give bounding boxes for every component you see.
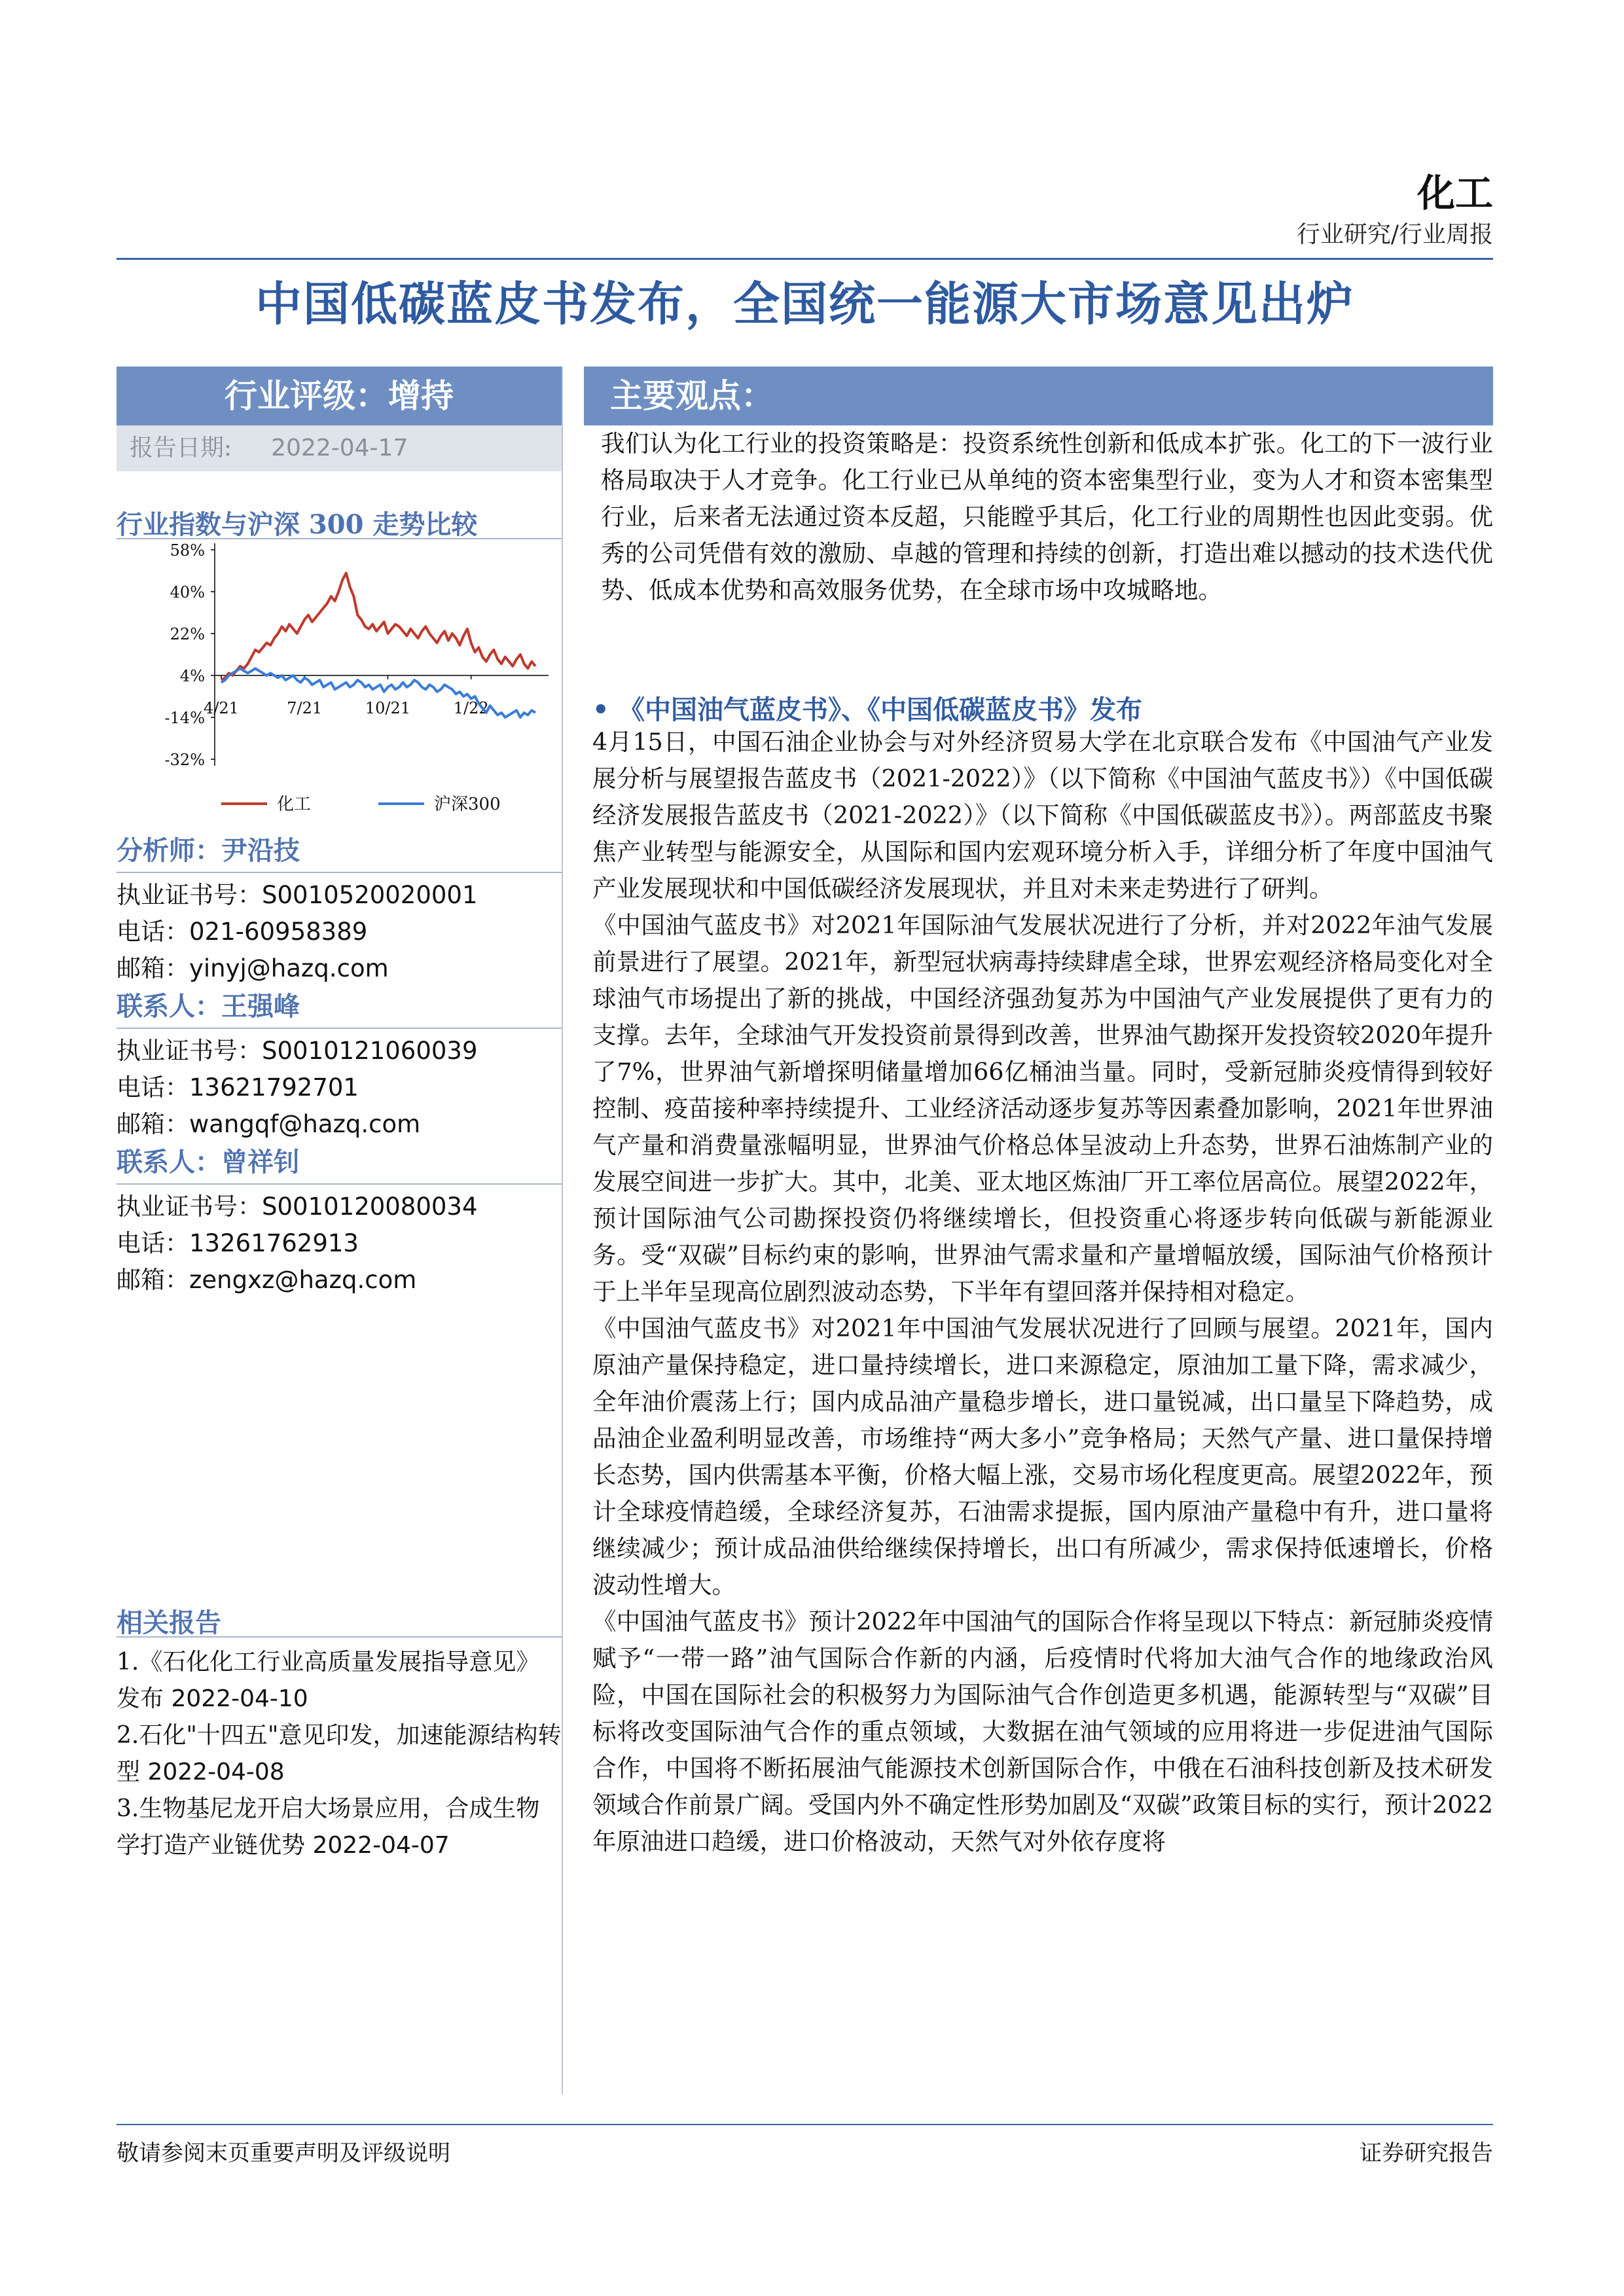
related-report-item[interactable] xyxy=(117,1644,562,1717)
x-tick-label: 10/21 xyxy=(365,699,411,717)
phone-number: 13261762913 xyxy=(189,1229,359,1257)
cert-label: 执业证书号： xyxy=(117,1193,262,1221)
rating-banner: 行业评级：增持 xyxy=(117,367,562,425)
cert-label: 执业证书号： xyxy=(117,1037,262,1065)
footer-disclaimer[interactable]: 敬请参阅末页重要声明及评级说明 xyxy=(117,2140,450,2166)
email-row xyxy=(117,1106,562,1143)
body-paragraph: 4月15日，中国石油企业协会与对外经济贸易大学在北京联合发布《中国油气产业发展分析与展望报告蓝皮书（2021-2022）》（以下简称《中国油气蓝皮书》）《中国低碳经济发展报告蓝皮书（2021-2022）》（以下简称《中国低碳蓝皮书》）。两部蓝皮书聚焦产业转型与能源安全，从国际和国内宏观环境分析入手，详细分析了年度中国油气产业发展现状和中国低碳经济发展现状，并且对未来走势进行了研判。 xyxy=(592,728,1493,903)
chart-series xyxy=(221,573,535,717)
header-divider xyxy=(117,258,1493,260)
cert-row xyxy=(117,877,562,914)
phone-row xyxy=(117,1069,562,1106)
x-tick-label: 7/21 xyxy=(287,699,323,717)
related-report-item[interactable] xyxy=(117,1717,562,1791)
analyst-heading: 分析师：尹沿技 xyxy=(117,835,300,866)
report-type: 行业研究/行业周报 xyxy=(1296,221,1493,248)
related-report-item[interactable] xyxy=(117,1791,562,1864)
analyst-rule xyxy=(117,1183,562,1185)
body-paragraph: 《中国油气蓝皮书》对2021年国际油气发展状况进行了分析，并对2022年油气发展前景进行了展望。2021年，新型冠状病毒持续肆虐全球，世界宏观经济格局变化对全球油气市场提出了新的挑战，中国经济强劲复苏为中国油气产业发展提供了更有力的支撑。去年，全球油气开发投资前景得到改善，世界油气勘探开发投资较2020年提升了7%，世界油气新增探明储量增加66亿桶油当量。同时，受新冠肺炎疫情得到较好控制、疫苗接种率持续提升、工业经济活动逐步复苏等因素叠加影响，2021年世界油气产量和消费量涨幅明显，世界油气价格总体呈波动上升态势，世界石油炼制产业的发展空间进一步扩大。其中，北美、亚太地区炼油厂开工率位居高位。展望2022年，预计国际油气公司勘探投资仍将继续增长，但投资重心将逐步转向低碳与新能源业务。受“双碳”目标约束的影响，世界油气需求量和产量增幅放缓，国际油气价格预计于上半年呈现高位剧烈波动态势，下半年有望回落并保持相对稳定。 xyxy=(592,911,1493,1306)
related-report-date: 2022-04-10 xyxy=(171,1685,308,1712)
column-divider xyxy=(562,367,563,2094)
report-date-value: 2022-04-17 xyxy=(271,435,408,461)
section-heading xyxy=(592,689,1493,726)
cert-number: S0010520020001 xyxy=(262,881,478,909)
related-report-date: 2022-04-07 xyxy=(312,1832,450,1859)
page-title: 中国低碳蓝皮书发布，全国统一能源大市场意见出炉 xyxy=(255,276,1354,331)
phone-label: 电话： xyxy=(117,1073,189,1102)
y-tick-label: -32% xyxy=(164,751,205,769)
x-tick-label: 4/21 xyxy=(204,699,239,717)
y-tick-label: -14% xyxy=(164,709,205,727)
email-row xyxy=(117,950,562,987)
cert-number: S0010120080034 xyxy=(262,1193,478,1221)
phone-number: 021-60958389 xyxy=(189,918,368,946)
report-date-label: 报告日期: xyxy=(130,435,232,461)
email-label: 邮箱： xyxy=(117,954,189,982)
y-tick-label: 4% xyxy=(179,667,205,685)
chart-title-rule xyxy=(117,538,562,539)
y-tick-label: 22% xyxy=(170,625,205,643)
phone-label: 电话： xyxy=(117,1229,189,1257)
phone-label: 电话： xyxy=(117,918,189,946)
body-paragraph: 《中国油气蓝皮书》对2021年中国油气发展状况进行了回顾与展望。2021年，国内原油产量保持稳定，进口量持续增长，进口来源稳定，原油加工量下降，需求减少，全年油价震荡上行；国内成品油产量稳步增长，进口量锐减，出口量呈下降趋势，成品油企业盈利明显改善，市场维持“两大多小”竞争格局；天然气产量、进口量保持增长态势，国内供需基本平衡，价格大幅上涨，交易市场化程度更高。展望2022年，预计全球疫情趋缓，全球经济复苏，石油需求提振，国内原油产量稳中有升，进口量将继续减少；预计成品油供给继续保持增长，出口有所减少，需求保持低速增长，价格波动性增大。 xyxy=(592,1314,1493,1599)
phone-row xyxy=(117,1225,562,1262)
cert-row xyxy=(117,1189,562,1225)
body-text xyxy=(592,724,1493,1860)
email-link[interactable]: wangqf@hazq.com xyxy=(189,1110,421,1138)
report-date-row xyxy=(117,425,562,471)
y-tick-label: 58% xyxy=(170,543,205,560)
y-tick-label: 40% xyxy=(170,583,205,601)
related-report-date: 2022-04-08 xyxy=(147,1759,285,1785)
phone-row xyxy=(117,914,562,950)
footer-label: 证券研究报告 xyxy=(1360,2140,1493,2166)
x-tick-label: 1/22 xyxy=(453,699,489,717)
analyst-heading: 联系人：曾祥钊 xyxy=(117,1147,300,1177)
cert-label: 执业证书号： xyxy=(117,881,262,909)
cert-number: S0010121060039 xyxy=(262,1037,478,1065)
analyst-block xyxy=(117,831,562,1299)
phone-number: 13621792701 xyxy=(189,1073,359,1102)
email-link[interactable]: zengxz@hazq.com xyxy=(189,1266,417,1294)
chart-title: 行业指数与沪深 300 走势比较 xyxy=(117,509,478,540)
related-reports-rule xyxy=(117,1636,562,1638)
email-link[interactable]: yinyj@hazq.com xyxy=(189,954,389,982)
email-label: 邮箱： xyxy=(117,1110,189,1138)
key-points-banner: 主要观点： xyxy=(584,367,1493,425)
y-axis-ticks xyxy=(165,543,215,769)
email-label: 邮箱： xyxy=(117,1266,189,1294)
bullet-icon: • xyxy=(592,694,609,725)
section-heading-text: 《中国油气蓝皮书》、《中国低碳蓝皮书》发布 xyxy=(619,694,1142,725)
legend-label: 沪深300 xyxy=(434,795,501,814)
intro-paragraph: 我们认为化工行业的投资策略是：投资系统性创新和低成本扩张。化工的下一波行业格局取决于人才竞争。化工行业已从单纯的资本密集型行业，变为人才和资本密集型行业，后来者无法通过资本反超，只能瞠乎其后，化工行业的周期性也因此变弱。优秀的公司凭借有效的激励、卓越的管理和持续的创新，打造出难以撼动的技术迭代优势、低成本优势和高效服务优势，在全球市场中攻城略地。 xyxy=(601,429,1493,604)
body-paragraph: 《中国油气蓝皮书》预计2022年中国油气的国际合作将呈现以下特点：新冠肺炎疫情赋予“一带一路”油气国际合作新的内涵，后疫情时代将加大油气合作的地缘政治风险，中国在国际社会的积极努力为国际油气合作创造更多机遇，能源转型与“双碳”目标将改变国际油气合作的重点领域，大数据在油气领域的应用将进一步促进油气国际合作，中国将不断拓展油气能源技术创新国际合作，中俄在石油科技创新及技术研发领域合作前景广阔。受国内外不确定性形势加剧及“双碳”政策目标的实行，预计2022年原油进口趋缓，进口价格波动，天然气对外依存度将 xyxy=(592,1607,1493,1856)
analyst-rule xyxy=(117,1028,562,1029)
analyst-rule xyxy=(117,872,562,873)
chart-legend xyxy=(221,795,501,814)
cert-row xyxy=(117,1033,562,1069)
related-report-title: 2.石化"十四五"意见印发，加速能源结构转型 xyxy=(117,1722,562,1785)
series-line-chemical xyxy=(221,573,535,681)
email-row xyxy=(117,1262,562,1299)
industry-label: 化工 xyxy=(1416,171,1493,215)
related-reports-list xyxy=(117,1644,562,1864)
related-report-title: 3.生物基尼龙开启大场景应用，合成生物学打造产业链优势 xyxy=(117,1795,540,1859)
related-reports-heading: 相关报告 xyxy=(117,1607,221,1638)
footer-divider xyxy=(117,2124,1493,2125)
legend-label: 化工 xyxy=(277,795,312,814)
related-report-title: 1.《石化化工行业高质量发展指导意见》发布 xyxy=(117,1649,540,1712)
analyst-heading: 联系人：王强峰 xyxy=(117,991,300,1022)
trend-chart xyxy=(117,543,562,818)
